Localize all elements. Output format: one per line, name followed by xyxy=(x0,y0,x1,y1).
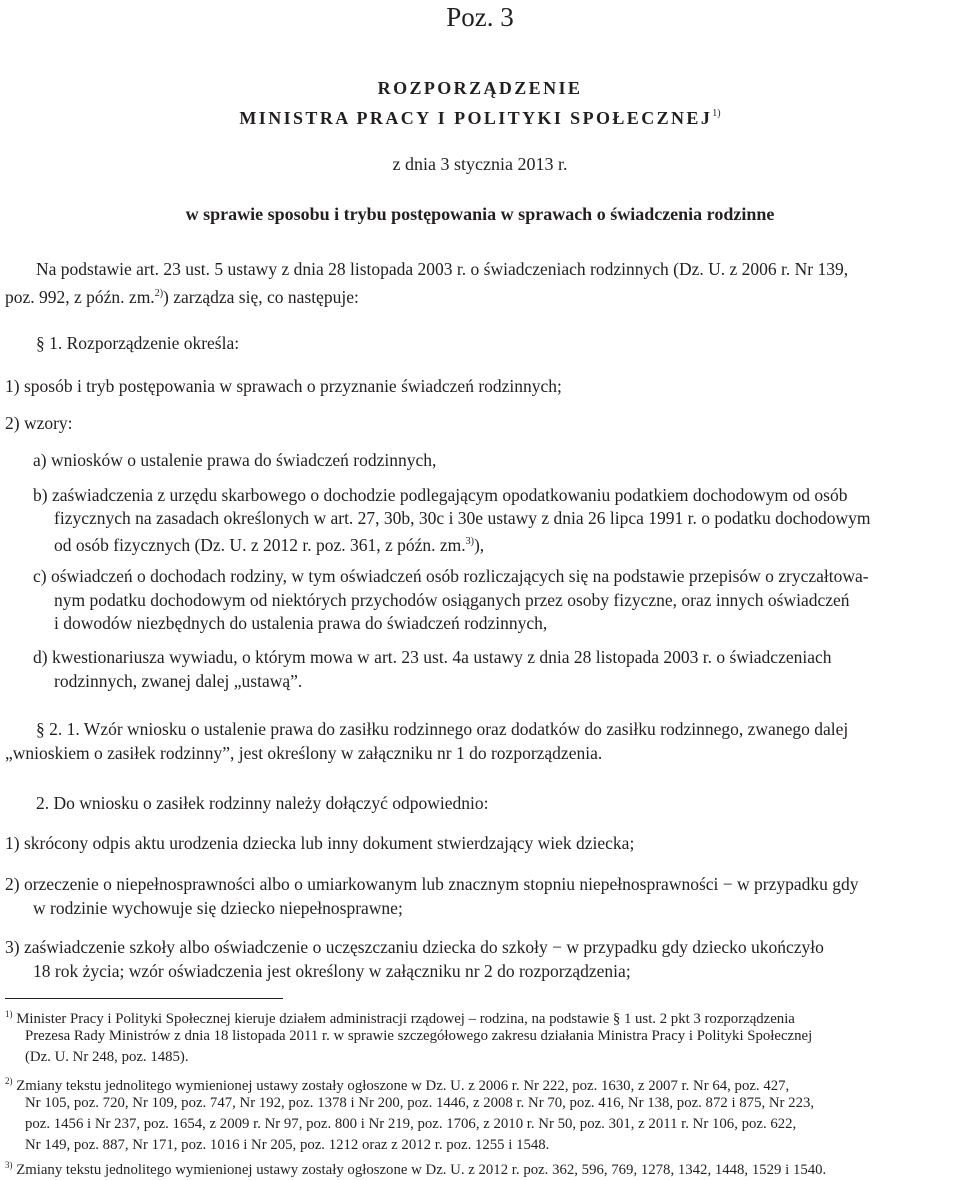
footnote-3-mark: 3) xyxy=(5,1160,13,1170)
section-1-letter-c-line-1: c) oświadczeń o dochodach rodziny, w tym oświadczeń osób rozliczających się na podstawie przepisów o zryczałtowa- xyxy=(33,566,869,586)
footnote-2-mark: 2) xyxy=(5,1076,13,1086)
footnote-separator xyxy=(5,998,283,999)
letter-b-text: od osób fizycznych (Dz. U. z 2012 r. poz. 361, z późn. zm. xyxy=(54,535,466,555)
footnote-3-line-1 xyxy=(5,1156,826,1180)
section-1-letter-a: a) wniosków o ustalenie prawa do świadczeń rodzinnych, xyxy=(33,450,437,470)
section-2-para-2: 2. Do wniosku o zasiłek rodzinny należy dołączyć odpowiednio: xyxy=(36,793,489,813)
footnote-ref-3: 3) xyxy=(465,536,474,547)
section-2-para-1-line-2: „wnioskiem o zasiłek rodzinny”, jest określony w załączniku nr 1 do rozporządzenia. xyxy=(5,743,603,763)
act-type-heading: ROZPORZĄDZENIE xyxy=(377,78,583,98)
footnote-3-text: Zmiany tekstu jednolitego wymienionej ustawy zostały ogłoszone w Dz. U. z 2012 r. poz. 362, 596, 769, 1278, 1342, 1448, 1529 i 1540. xyxy=(16,1162,827,1178)
preamble-text: poz. 992, z późn. zm. xyxy=(5,287,155,307)
section-1-letter-b-line-2: fizycznych na zasadach określonych w art. 27, 30b, 30c i 30e ustawy z dnia 26 lipca 1991 r. o podatku dochodowym xyxy=(54,508,871,528)
section-1-letter-c-line-2: nym podatku dochodowym od niektórych przychodów osiąganych przez osoby fizyczne, oraz innych oświadczeń xyxy=(54,590,850,610)
footnote-2-line-4: Nr 149, poz. 887, Nr 171, poz. 1016 i Nr 205, poz. 1212 oraz z 2012 r. poz. 1255 i 1548. xyxy=(25,1137,550,1153)
section-1-letter-d-line-1: d) kwestionariusza wywiadu, o którym mowa w art. 23 ust. 4a ustawy z dnia 28 listopada 2003 r. o świadczeniach xyxy=(33,647,832,667)
footnote-2-line-3: poz. 1456 i Nr 237, poz. 1654, z 2009 r. Nr 97, poz. 800 i Nr 219, poz. 1706, z 2010 r. Nr 50, poz. 301, z 2011 r. Nr 106, poz. 622, xyxy=(25,1116,797,1132)
footnote-ref-2: 2) xyxy=(154,288,164,299)
footnote-2-line-1 xyxy=(5,1072,789,1096)
section-1-intro: § 1. Rozporządzenie określa: xyxy=(36,333,240,353)
page-position-header: Poz. 3 xyxy=(446,2,514,32)
section-1-letter-b-line-3 xyxy=(54,529,484,558)
preamble-line-1: Na podstawie art. 23 ust. 5 ustawy z dnia 28 listopada 2003 r. o świadczeniach rodzinnych (Dz. U. z 2006 r. Nr 139, xyxy=(36,259,849,279)
section-2-para-1-line-1: § 2. 1. Wzór wniosku o ustalenie prawa do zasiłku rodzinnego oraz dodatków do zasiłku rodzinnego, zwanego dalej xyxy=(36,719,849,739)
section-1-point-1: 1) sposób i tryb postępowania w sprawach o przyznanie świadczeń rodzinnych; xyxy=(5,376,562,396)
section-1-letter-b-line-1: b) zaświadczenia z urzędu skarbowego o dochodzie podlegającym opodatkowaniu podatkiem dochodowym od osób xyxy=(33,485,848,505)
section-1-letter-c-line-3: i dowodów niezbędnych do ustalenia prawa do świadczeń rodzinnych, xyxy=(54,613,548,633)
footnote-2-line-2: Nr 105, poz. 720, Nr 109, poz. 747, Nr 192, poz. 1378 i Nr 200, poz. 1446, z 2008 r. Nr 70, poz. 416, Nr 138, poz. 872 i 875, Nr 223, xyxy=(25,1095,815,1111)
issuing-authority-heading xyxy=(0,108,960,129)
section-1-letter-d-line-2: rodzinnych, zwanej dalej „ustawą”. xyxy=(54,671,303,691)
footnote-1-line-2: Prezesa Rady Ministrów z dnia 18 listopada 2011 r. w sprawie szczegółowego zakresu działania Ministra Pracy i Polityki Społecznej xyxy=(25,1028,813,1044)
preamble-text-end: ) zarządza się, co następuje: xyxy=(163,287,359,307)
act-subject: w sprawie sposobu i trybu postępowania w sprawach o świadczenia rodzinne xyxy=(185,204,775,224)
section-2-item-2-line-2: w rodzinie wychowuje się dziecko niepełnosprawne; xyxy=(33,898,403,918)
section-2-item-2-line-1: 2) orzeczenie o niepełnosprawności albo o umiarkowanym lub znacznym stopniu niepełnosprawności − w przypadku gdy xyxy=(5,874,859,894)
footnote-ref-1: 1) xyxy=(712,108,721,119)
section-2-item-3-line-2: 18 rok życia; wzór oświadczenia jest określony w załączniku nr 2 do rozporządzenia; xyxy=(33,961,631,981)
preamble-line-2 xyxy=(5,281,359,310)
section-2-item-3-line-1: 3) zaświadczenie szkoły albo oświadczenie o uczęszczaniu dziecka do szkoły − w przypadku gdy dziecko ukończyło xyxy=(5,937,824,957)
footnote-1-line-1 xyxy=(5,1005,795,1029)
section-2-item-1: 1) skrócony odpis aktu urodzenia dziecka lub inny dokument stwierdzający wiek dziecka; xyxy=(5,833,635,853)
act-date: z dnia 3 stycznia 2013 r. xyxy=(392,154,568,174)
footnote-1-mark: 1) xyxy=(5,1009,13,1019)
letter-b-text-end: ), xyxy=(473,535,485,555)
footnote-1-line-3: (Dz. U. Nr 248, poz. 1485). xyxy=(25,1049,189,1065)
footnote-1-text: Minister Pracy i Polityki Społecznej kieruje działem administracji rządowej – rodzina, na podstawie § 1 ust. 2 pkt 3 rozporządzenia xyxy=(16,1011,795,1027)
footnote-2-text: Zmiany tekstu jednolitego wymienionej ustawy zostały ogłoszone w Dz. U. z 2006 r. Nr 222, poz. 1630, z 2007 r. Nr 64, poz. 427, xyxy=(16,1078,790,1094)
section-1-point-2: 2) wzory: xyxy=(5,413,73,433)
authority-text: MINISTRA PRACY I POLITYKI SPOŁECZNEJ xyxy=(239,108,713,128)
